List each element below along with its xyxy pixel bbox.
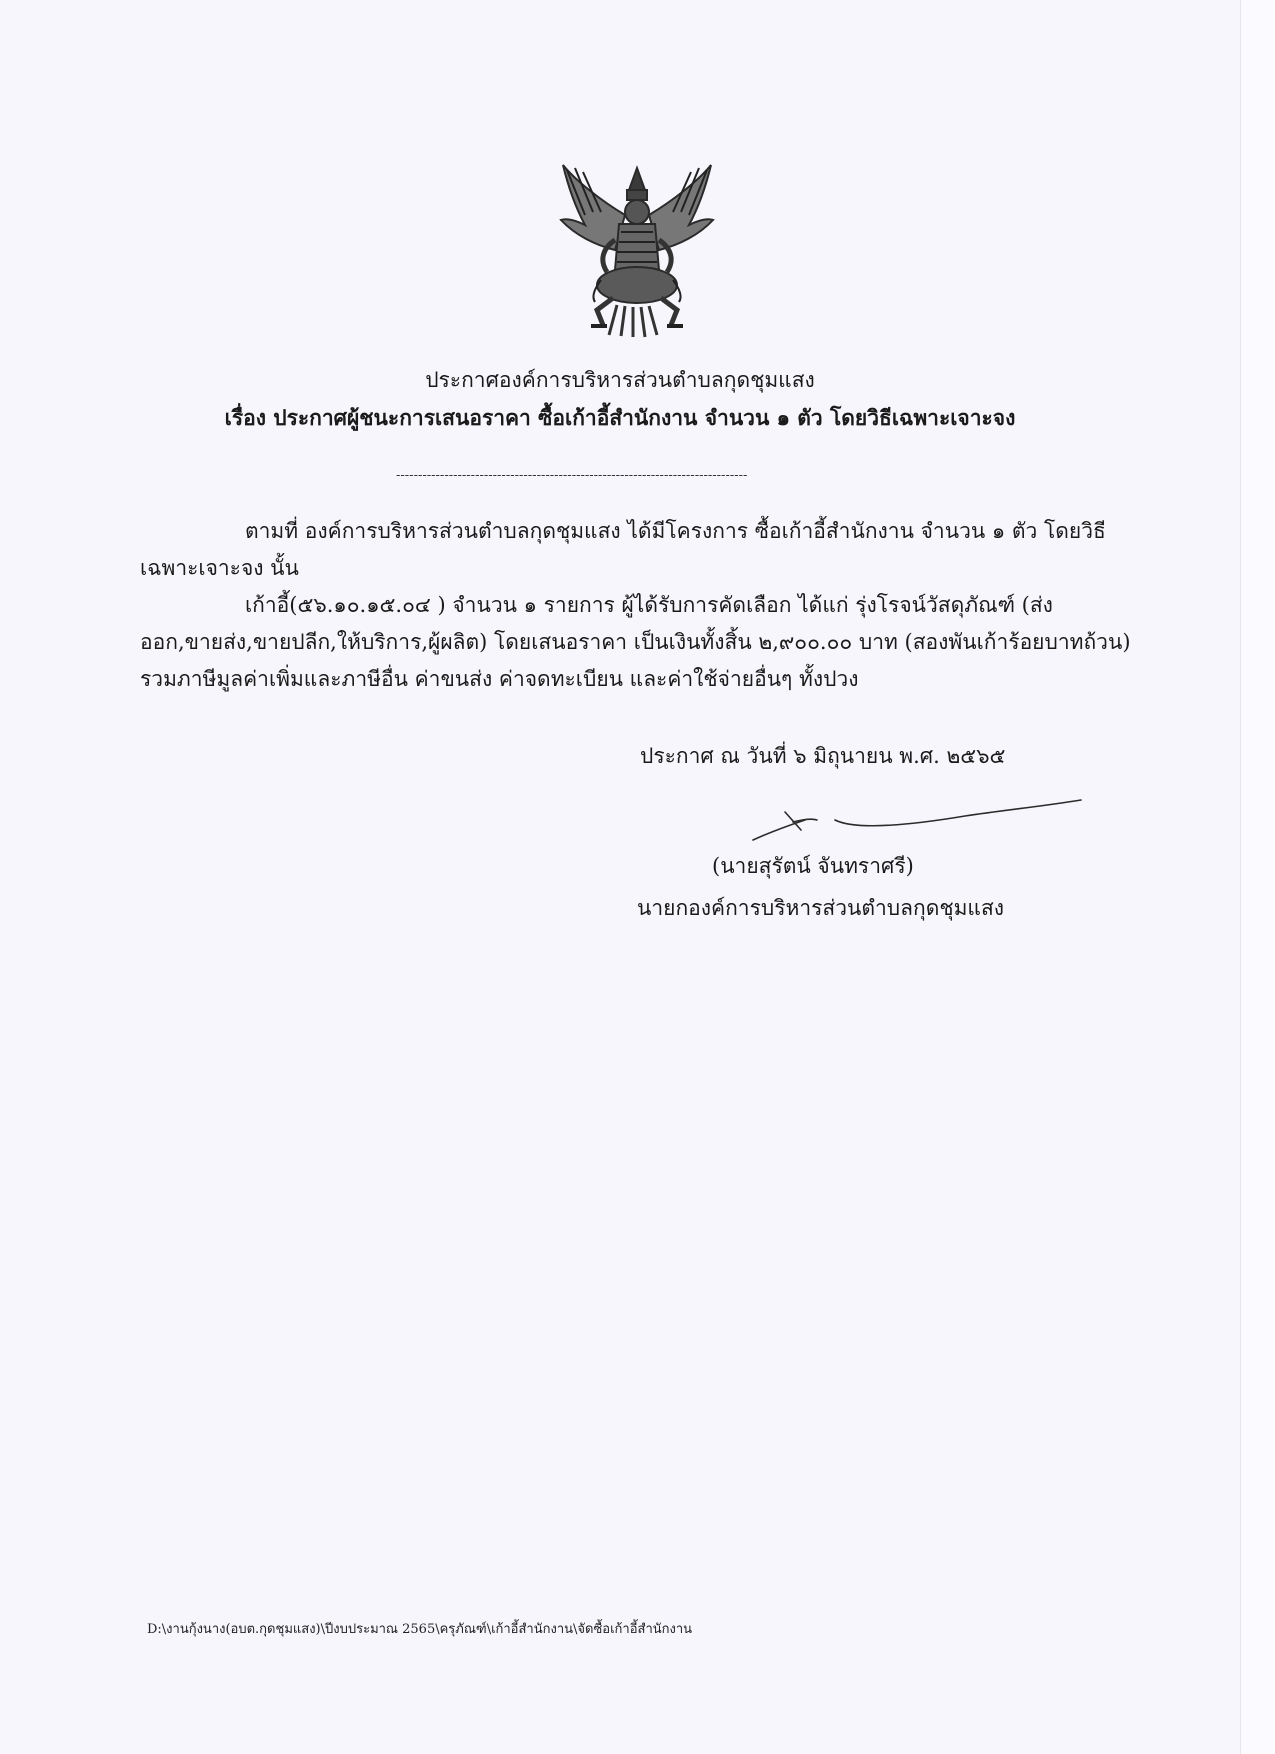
announcement-date: ประกาศ ณ วันที่ ๖ มิถุนายน พ.ศ. ๒๕๖๕ — [640, 744, 1006, 768]
announcement-title: ประกาศองค์การบริหารส่วนตำบลกุดชุมแสง — [425, 368, 815, 392]
signer-position: นายกองค์การบริหารส่วนตำบลกุดชุมแสง — [637, 896, 1005, 920]
signer-name: (นายสุรัตน์ จันทราศรี) — [712, 854, 914, 878]
scan-edge — [1240, 0, 1275, 1754]
announcement-subject: เรื่อง ประกาศผู้ชนะการเสนอราคา ซื้อเก้าอี้สำนักงาน จำนวน ๑ ตัว โดยวิธีเฉพาะเจาะจง — [224, 405, 1016, 430]
separator-line: -------------------------------------------------------------------------------- — [396, 468, 748, 483]
file-path-footer: D:\งานกุ้งนาง(อบต.กุดชุมแสง)\ปีงบประมาณ 2565\ครุภัณฑ์\เก้าอี้สำนักงาน\จัดซื้อเก้าอี้สำนักงาน — [147, 1622, 693, 1637]
garuda-emblem-icon — [555, 160, 720, 338]
body-paragraph-2: เก้าอี้(๕๖.๑๐.๑๕.๐๔ ) จำนวน ๑ รายการ ผู้ได้รับการคัดเลือก ได้แก่ รุ่งโรจน์วัสดุภัณฑ์ (ส่งออก,ขายส่ง,ขายปลีก,ให้บริการ,ผู้ผลิต) โดยเสนอราคา เป็นเงินทั้งสิ้น ๒,๙๐๐.๐๐ บาท (สองพันเก้าร้อยบาทถ้วน) รวมภาษีมูลค่าเพิ่มและภาษีอื่น ค่าขนส่ง ค่าจดทะเบียน และค่าใช้จ่ายอื่นๆ ทั้งปวง — [140, 593, 1131, 691]
body-paragraph-1: ตามที่ องค์การบริหารส่วนตำบลกุดชุมแสง ได้มีโครงการ ซื้อเก้าอี้สำนักงาน จำนวน ๑ ตัว โดยวิธีเฉพาะเจาะจง นั้น — [140, 519, 1106, 580]
handwritten-signature — [745, 790, 1085, 850]
